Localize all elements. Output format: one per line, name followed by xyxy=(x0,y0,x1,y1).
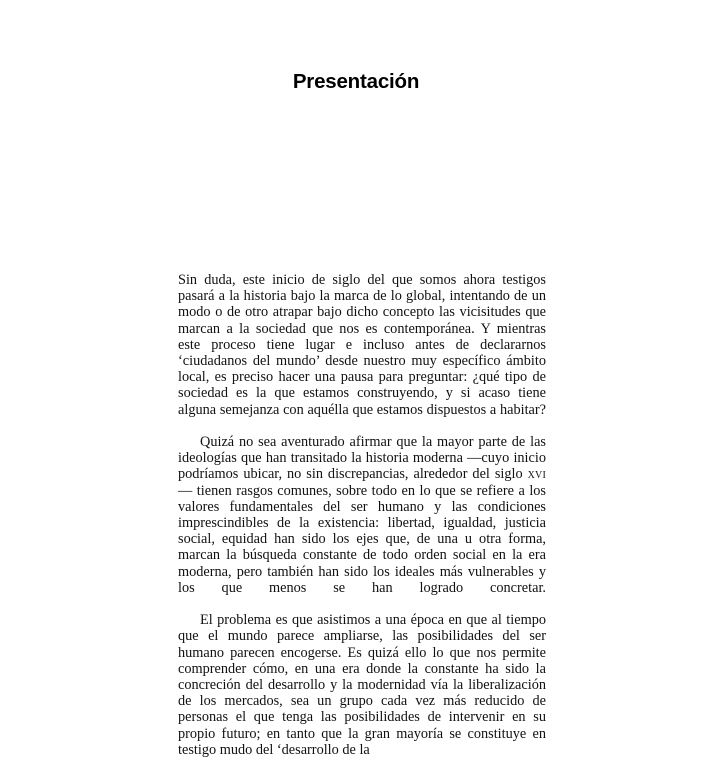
paragraph-2-text-after-smallcaps: — tienen rasgos comunes, sobre todo en lo que se refiere a los valores fundamentales del ser humano y las condiciones imprescindibles de la existencia: libertad, igualdad, justicia social, equidad han sido los ejes que, de una u otra forma, marcan la búsqueda constante de todo orden social en la era moderna, pero también han sido los ideales más vulnerables y los que menos se han logrado concretar. xyxy=(178,482,546,596)
century-smallcaps: xvi xyxy=(527,466,546,483)
paragraph-3: El problema es que asistimos a una época en que al tiempo que el mundo parece ampliarse, las posibilidades del ser humano parecen encogerse. Es quizá ello lo que nos permite comprender cómo, en una era donde la constante ha sido la concreción del desarrollo y la modernidad vía la liberalización de los mercados, sea un grupo cada vez más reducido de personas el que tenga las posibilidades de intervenir en su propio futuro; en tanto que la gran mayoría se constituye en testigo mudo del ‘desarrollo de la xyxy=(178,612,546,758)
page-title: Presentación xyxy=(292,69,420,93)
paragraph-1: Sin duda, este inicio de siglo del que somos ahora testigos pasará a la historia bajo la marca de lo global, intentando de un modo o de otro atrapar bajo dicho concepto las vicisitudes que marcan a la sociedad que nos es contemporánea. Y mientras este proceso tiene lugar e incluso antes de declararnos ‘ciudadanos del mundo’ desde nuestro muy específico ámbito local, es preciso hacer una pausa para preguntar: ¿qué tipo de sociedad es la que estamos construyendo, y si acaso tiene alguna semejanza con aquélla que estamos dispuestos a habitar? xyxy=(178,272,546,418)
paragraph-2 xyxy=(178,434,546,612)
body-text-block xyxy=(178,272,546,758)
paragraph-2-text-before-smallcaps: Quizá no sea aventurado afirmar que la mayor parte de las ideologías que han transitado la historia moderna —cuyo inicio podríamos ubicar, no sin discrepancias, alrededor del siglo xyxy=(178,434,546,483)
